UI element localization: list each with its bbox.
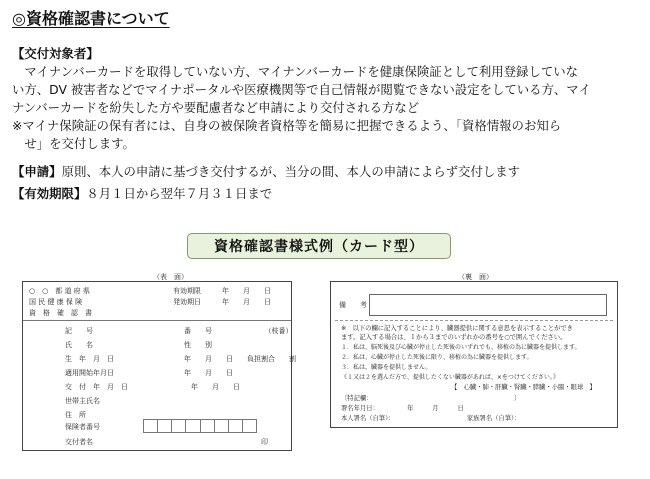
apply-label: 【申請】 bbox=[12, 164, 62, 179]
back-card bbox=[330, 281, 618, 428]
target-text-line-2: い方、DV 被害者などでマイナポータルや医療機関等で自己情報が閲覧できない設定をしている方、マイ bbox=[12, 82, 591, 97]
front-divider bbox=[23, 320, 291, 321]
period-label: 【有効期限】 bbox=[12, 186, 87, 201]
front-row-6: 世帯主氏名 bbox=[65, 397, 100, 405]
card-format-banner: 資格確認書様式例（カード型） bbox=[187, 233, 451, 259]
front-card-caption: （表 面） bbox=[153, 273, 188, 281]
insurer-number-boxes bbox=[143, 419, 257, 433]
back-special-note: 〔特記欄： 〕 bbox=[341, 395, 521, 402]
apply-section bbox=[12, 164, 520, 180]
back-note-2: ます。記入する場合は、１から３までのいずれかの番号を○で囲んでください。 bbox=[341, 334, 567, 341]
front-header-right-1: 有効期限 年 月 日 bbox=[173, 287, 271, 295]
back-note-1: ※ 以下の欄に記入することにより、臓器提供に関する意思を表示することができ bbox=[341, 325, 573, 332]
front-row-4: 適用開始年月日 年 月 日 bbox=[65, 369, 233, 377]
front-card bbox=[22, 281, 296, 451]
front-row-5: 交 付 年 月 日 年 月 日 bbox=[65, 383, 240, 391]
front-row-3: 生 年 月 日 年 月 日 負担割合 割 bbox=[65, 355, 296, 363]
remarks-box bbox=[369, 294, 607, 316]
front-row-7: 住 所 bbox=[65, 411, 86, 419]
back-note-3: １．私は、脳死後及び心臓が停止した死後のいずれでも、移植の為に臓器を提供します。 bbox=[341, 344, 581, 351]
target-note-line-1: ※マイナ保険証の保有者には、自身の被保険者資格等を簡易に把握できるよう、「資格情報のお知ら bbox=[12, 118, 562, 133]
back-signatures: 本人署名（自筆）： 家族署名（自筆）： bbox=[341, 415, 521, 422]
front-row-2: 氏 名 性 別 bbox=[65, 341, 212, 349]
back-card-caption: （裏 面） bbox=[458, 273, 493, 281]
page-title: ◎資格確認書について bbox=[12, 9, 170, 28]
period-text: ８月１日から翌年７月３１日まで bbox=[86, 186, 273, 201]
back-dashed-divider bbox=[335, 320, 613, 321]
target-text-line-3: ナンバーカードを紛失した方や要配慮者など申請により交付される方など bbox=[12, 100, 420, 115]
target-heading: 【交付対象者】 bbox=[12, 46, 99, 61]
front-row-1: 記 号 番 号 （枝番） bbox=[65, 327, 293, 335]
back-note-5: ３．私は、臓器を提供しません。 bbox=[341, 364, 432, 371]
front-header-left-3: 資 格 確 認 書 bbox=[29, 309, 92, 317]
target-note-line-2: せ」を交付します。 bbox=[12, 136, 135, 151]
back-note-4: ２．私は、心臓が停止した死後に限り、移植の為に臓器を提供します。 bbox=[341, 354, 533, 361]
front-header-left-2: 国 民 健 康 保 険 bbox=[29, 298, 83, 306]
apply-text: 原則、本人の申請に基づき交付するが、当分の間、本人の申請によらず交付します bbox=[61, 164, 521, 179]
front-header-left-1: ○ ○ 都 道 府 県 bbox=[29, 287, 90, 295]
remarks-label: 備 考 bbox=[339, 301, 367, 309]
back-note-6: 《１又は２を選んだ方で、提供したくない臓器があれば、×をつけてください。》 bbox=[341, 374, 559, 381]
back-sign-date: 署名年月日： 年 月 日 bbox=[341, 405, 464, 412]
period-section bbox=[12, 186, 272, 202]
target-text-line-1: マイナンバーカードを取得していない方、マイナンバーカードを健康保険証として利用登録していな bbox=[12, 64, 579, 79]
front-row-8: 保険者番号 bbox=[65, 423, 100, 431]
front-header-right-2: 発効期日 年 月 日 bbox=[173, 298, 271, 306]
back-organs: 【 心臓・肺・肝臓・腎臓・膵臓・小腸・眼球 】 bbox=[451, 384, 596, 391]
front-row-9: 交付者名 印 bbox=[65, 438, 268, 446]
